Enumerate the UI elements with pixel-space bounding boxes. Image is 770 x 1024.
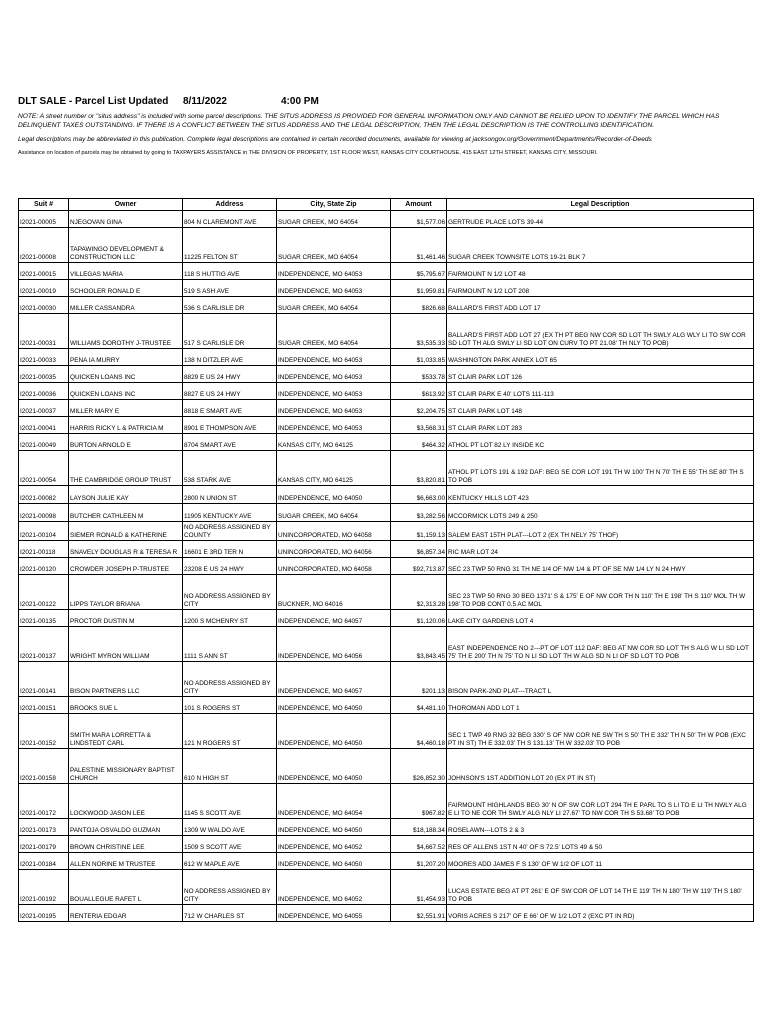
suit-cell: I2021-00151 [19,697,69,714]
suit-cell: I2021-00118 [19,541,69,558]
address-cell: 1200 S MCHENRY ST [183,610,277,627]
legal-description-cell: KENTUCKY HILLS LOT 423 [447,486,754,504]
amount-cell: $1,454.93 [391,870,447,905]
address-cell: 11225 FELTON ST [183,228,277,263]
city-cell: INDEPENDENCE, MO 64053 [277,383,391,400]
city-cell: SUGAR CREEK, MO 64054 [277,504,391,522]
list-date: 8/11/2022 [183,96,227,107]
owner-cell: ALLEN NORINE M TRUSTEE [69,853,183,870]
legal-description-cell: ATHOL PT LOT 82 LY INSIDE KC [447,434,754,451]
amount-cell: $1,959.81 [391,280,447,297]
table-row [19,280,754,297]
legal-description-note: Legal descriptions may be abbreviated in this publication. Complete legal descriptions are contained in certain recorded documents, available for viewing at jacksongov.org/Government/Departments/Recorder-of-Deeds [18,136,652,143]
legal-description-cell: RES OF ALLENS 1ST N 40' OF S 72.5' LOTS 49 & 50 [447,836,754,853]
owner-cell: NJEGOVAN GINA [69,211,183,228]
suit-cell: I2021-00035 [19,366,69,383]
table-row [19,486,754,504]
owner-cell: MILLER CASSANDRA [69,297,183,314]
amount-cell: $6,857.34 [391,541,447,558]
amount-cell: $18,188.34 [391,819,447,836]
city-cell: BUCKNER, MO 64016 [277,575,391,610]
owner-cell: WILLIAMS DOROTHY J-TRUSTEE [69,314,183,349]
address-cell: NO ADDRESS ASSIGNED BY COUNTY [183,522,277,541]
amount-cell: $3,820.81 [391,451,447,486]
legal-description-cell: ST CLAIR PARK LOT 148 [447,400,754,417]
address-cell: 8818 E SMART AVE [183,400,277,417]
table-row [19,714,754,749]
address-cell: NO ADDRESS ASSIGNED BY CITY [183,575,277,610]
city-cell: SUGAR CREEK, MO 64054 [277,211,391,228]
suit-cell: I2021-00122 [19,575,69,610]
suit-cell: I2021-00173 [19,819,69,836]
table-row [19,366,754,383]
legal-description-cell: MCCORMICK LOTS 249 & 250 [447,504,754,522]
legal-description-cell: FAIRMOUNT N 1/2 LOT 48 [447,263,754,280]
owner-cell: SNAVELY DOUGLAS R & TERESA R [69,541,183,558]
city-cell: UNINCORPORATED, MO 64058 [277,522,391,541]
address-cell: 101 S ROGERS ST [183,697,277,714]
city-cell: SUGAR CREEK, MO 64054 [277,297,391,314]
owner-cell: PANTOJA OSVALDO GUZMAN [69,819,183,836]
amount-cell: $826.68 [391,297,447,314]
address-cell: 1309 W WALDO AVE [183,819,277,836]
table-row [19,522,754,541]
amount-cell: $4,460.18 [391,714,447,749]
amount-cell: $2,313.28 [391,575,447,610]
city-cell: INDEPENDENCE, MO 64050 [277,819,391,836]
suit-cell: I2021-00120 [19,558,69,575]
amount-cell: $3,282.56 [391,504,447,522]
amount-cell: $4,667.52 [391,836,447,853]
suit-cell: I2021-00037 [19,400,69,417]
suit-cell: I2021-00036 [19,383,69,400]
owner-cell: BISON PARTNERS LLC [69,662,183,697]
legal-description-cell: FAIRMOUNT N 1/2 LOT 208 [447,280,754,297]
owner-cell: PALESTINE MISSIONARY BAPTIST CHURCH [69,749,183,784]
header-owner: Owner [69,199,183,211]
legal-description-cell: THOROMAN ADD LOT 1 [447,697,754,714]
legal-description-cell: SEC 1 TWP 49 RNG 32 BEG 330' S OF NW COR NE SW TH S 50' TH E 332' TH N 50' TH W POB (EXC PT IN ST) TH E 332.03' TH S 131.13' TH W 332.03' TO POB [447,714,754,749]
amount-cell: $92,713.87 [391,558,447,575]
owner-cell: BURTON ARNOLD E [69,434,183,451]
owner-cell: TAPAWINGO DEVELOPMENT & CONSTRUCTION LLC [69,228,183,263]
legal-description-cell: VORIS ACRES S 217' OF E 66' OF W 1/2 LOT 2 (EXC PT IN RD) [447,905,754,922]
table-row [19,870,754,905]
suit-cell: I2021-00054 [19,451,69,486]
address-cell: 1509 S SCOTT AVE [183,836,277,853]
table-row [19,434,754,451]
header-suit: Suit # [19,199,69,211]
owner-cell: LAYSON JULIE KAY [69,486,183,504]
table-header-row [19,199,754,211]
suit-cell: I2021-00098 [19,504,69,522]
address-cell: 610 N HIGH ST [183,749,277,784]
table-row [19,504,754,522]
table-row [19,383,754,400]
owner-cell: LOCKWOOD JASON LEE [69,784,183,819]
suit-cell: I2021-00152 [19,714,69,749]
table-row [19,784,754,819]
city-cell: SUGAR CREEK, MO 64054 [277,314,391,349]
legal-description-cell: FAIRMOUNT HIGHLANDS BEG 30' N OF SW COR LOT 294 TH E PARL TO S LI TO E LI TH NWLY ALG E LI TO NE COR TH SWLY ALG NLY LI 27.67' TO NW COR TH S 53.68' TO POB [447,784,754,819]
address-cell: 2800 N UNION ST [183,486,277,504]
suit-cell: I2021-00008 [19,228,69,263]
table-row [19,558,754,575]
amount-cell: $4,481.10 [391,697,447,714]
table-row [19,417,754,434]
legal-description-cell: MOORES ADD JAMES F S 130' OF W 1/2 OF LOT 11 [447,853,754,870]
notes-block [18,112,753,158]
owner-cell: SMITH MARA LORRETTA & LINDSTEDT CARL [69,714,183,749]
table-row [19,349,754,366]
legal-description-cell: ST CLAIR PARK E 40' LOTS 111-113 [447,383,754,400]
amount-cell: $26,852.30 [391,749,447,784]
suit-cell: I2021-00158 [19,749,69,784]
table-row [19,749,754,784]
city-cell: SUGAR CREEK, MO 64054 [277,228,391,263]
table-row [19,263,754,280]
address-cell: 8901 E THOMPSON AVE [183,417,277,434]
address-cell: NO ADDRESS ASSIGNED BY CITY [183,662,277,697]
table-row [19,228,754,263]
owner-cell: QUICKEN LOANS INC [69,366,183,383]
suit-cell: I2021-00015 [19,263,69,280]
suit-cell: I2021-00049 [19,434,69,451]
city-cell: INDEPENDENCE, MO 64057 [277,662,391,697]
title-row [18,96,753,110]
city-cell: INDEPENDENCE, MO 64056 [277,627,391,662]
city-cell: INDEPENDENCE, MO 64050 [277,853,391,870]
city-cell: INDEPENDENCE, MO 64053 [277,280,391,297]
amount-cell: $1,207.20 [391,853,447,870]
table-row [19,697,754,714]
amount-cell: $464.32 [391,434,447,451]
city-cell: INDEPENDENCE, MO 64050 [277,697,391,714]
suit-cell: I2021-00172 [19,784,69,819]
table-row [19,575,754,610]
amount-cell: $2,204.75 [391,400,447,417]
owner-cell: WRIGHT MYRON WILLIAM [69,627,183,662]
header-amount: Amount [391,199,447,211]
amount-cell: $1,461.46 [391,228,447,263]
address-cell: 8704 SMART AVE [183,434,277,451]
suit-cell: I2021-00195 [19,905,69,922]
address-cell: 804 N CLAREMONT AVE [183,211,277,228]
header-address: Address [183,199,277,211]
city-cell: INDEPENDENCE, MO 64052 [277,870,391,905]
owner-cell: MILLER MARY E [69,400,183,417]
suit-cell: I2021-00031 [19,314,69,349]
owner-cell: BROWN CHRISTINE LEE [69,836,183,853]
owner-cell: BROOKS SUE L [69,697,183,714]
owner-cell: SCHOOLER RONALD E [69,280,183,297]
address-cell: 121 N ROGERS ST [183,714,277,749]
list-time: 4:00 PM [281,96,319,107]
owner-cell: QUICKEN LOANS INC [69,383,183,400]
legal-description-cell: ROSELAWN---LOTS 2 & 3 [447,819,754,836]
owner-cell: RENTERIA EDGAR [69,905,183,922]
city-cell: UNINCORPORATED, MO 64058 [277,558,391,575]
amount-cell: $1,159.13 [391,522,447,541]
city-cell: INDEPENDENCE, MO 64050 [277,714,391,749]
owner-cell: THE CAMBRIDGE GROUP TRUST [69,451,183,486]
table-row [19,610,754,627]
table-row [19,297,754,314]
owner-cell: PENA IA MURRY [69,349,183,366]
city-cell: INDEPENDENCE, MO 64053 [277,349,391,366]
legal-description-cell: ST CLAIR PARK LOT 283 [447,417,754,434]
amount-cell: $201.13 [391,662,447,697]
legal-description-cell: ATHOL PT LOTS 191 & 192 DAF: BEG SE COR LOT 191 TH W 100' TH N 70' TH E 55' TH SE 80' TH S TO POB [447,451,754,486]
city-cell: INDEPENDENCE, MO 64057 [277,610,391,627]
address-cell: 8827 E US 24 HWY [183,383,277,400]
amount-cell: $5,795.67 [391,263,447,280]
address-cell: 8829 E US 24 HWY [183,366,277,383]
table-row [19,627,754,662]
address-cell: 712 W CHARLES ST [183,905,277,922]
address-cell: 138 N DITZLER AVE [183,349,277,366]
legal-description-cell: SEC 23 TWP 50 RNG 31 TH NE 1/4 OF NW 1/4 & PT OF SE NW 1/4 LY N 24 HWY [447,558,754,575]
table-row [19,314,754,349]
suit-cell: I2021-00192 [19,870,69,905]
table-row [19,451,754,486]
legal-description-cell: LAKE CITY GARDENS LOT 4 [447,610,754,627]
owner-cell: BOUALLEGUE RAFET L [69,870,183,905]
address-cell: 519 S ASH AVE [183,280,277,297]
owner-cell: VILLEGAS MARIA [69,263,183,280]
city-cell: UNINCORPORATED, MO 64056 [277,541,391,558]
suit-cell: I2021-00179 [19,836,69,853]
legal-description-cell: ST CLAIR PARK LOT 126 [447,366,754,383]
city-cell: INDEPENDENCE, MO 64054 [277,784,391,819]
legal-description-cell: RIC MAR LOT 24 [447,541,754,558]
address-cell: 1145 S SCOTT AVE [183,784,277,819]
amount-cell: $1,120.06 [391,610,447,627]
suit-cell: I2021-00104 [19,522,69,541]
suit-cell: I2021-00184 [19,853,69,870]
legal-description-cell: GERTRUDE PLACE LOTS 39-44 [447,211,754,228]
table-row [19,905,754,922]
legal-description-cell: JOHNSON'S 1ST ADDITION LOT 20 (EX PT IN ST) [447,749,754,784]
address-cell: 11905 KENTUCKY AVE [183,504,277,522]
table-row [19,541,754,558]
address-cell: 16601 E 3RD TER N [183,541,277,558]
amount-cell: $1,577.06 [391,211,447,228]
suit-cell: I2021-00019 [19,280,69,297]
owner-cell: SIEMER RONALD & KATHERINE [69,522,183,541]
legal-description-cell: SEC 23 TWP 50 RNG 30 BEG 1371' S & 175' E OF NW COR TH N 110' TH E 198' TH S 110' MOL TH W 198' TO POB CONT 0.5 AC MOL [447,575,754,610]
address-cell: 612 W MAPLE AVE [183,853,277,870]
city-cell: INDEPENDENCE, MO 64050 [277,486,391,504]
table-row [19,836,754,853]
legal-description-cell: WASHINGTON PARK ANNEX LOT 65 [447,349,754,366]
owner-cell: CROWDER JOSEPH P-TRUSTEE [69,558,183,575]
suit-cell: I2021-00141 [19,662,69,697]
suit-cell: I2021-00041 [19,417,69,434]
city-cell: KANSAS CITY, MO 64125 [277,451,391,486]
amount-cell: $3,568.31 [391,417,447,434]
legal-description-cell: BISON PARK-2ND PLAT---TRACT L [447,662,754,697]
address-cell: 23208 E US 24 HWY [183,558,277,575]
address-cell: 517 S CARLISLE DR [183,314,277,349]
owner-cell: PROCTOR DUSTIN M [69,610,183,627]
legal-description-cell: EAST INDEPENDENCE NO 2---PT OF LOT 112 DAF: BEG AT NW COR SD LOT TH S ALG W LI SD LOT 75' TH E 200' TH N 75' TO N LI SD LOT TH W ALG SD N LI OF SD LOT TO POB [447,627,754,662]
amount-cell: $2,551.91 [391,905,447,922]
owner-cell: BUTCHER CATHLEEN M [69,504,183,522]
table-row [19,662,754,697]
table-body [19,211,754,922]
owner-cell: HARRIS RICKY L & PATRICIA M [69,417,183,434]
city-cell: KANSAS CITY, MO 64125 [277,434,391,451]
address-cell: 118 S HUTTIG AVE [183,263,277,280]
parcel-list-sheet [18,96,753,920]
amount-cell: $967.82 [391,784,447,819]
table-row [19,853,754,870]
address-cell: NO ADDRESS ASSIGNED BY CITY [183,870,277,905]
suit-cell: I2021-00135 [19,610,69,627]
table-row [19,400,754,417]
table-row [19,211,754,228]
suit-cell: I2021-00005 [19,211,69,228]
amount-cell: $1,033.85 [391,349,447,366]
amount-cell: $3,535.33 [391,314,447,349]
table-row [19,819,754,836]
legal-description-cell: SUGAR CREEK TOWNSITE LOTS 19-21 BLK 7 [447,228,754,263]
owner-cell: LIPPS TAYLOR BRIANA [69,575,183,610]
address-cell: 1111 S ANN ST [183,627,277,662]
suit-cell: I2021-00082 [19,486,69,504]
legal-description-cell: SALEM EAST 15TH PLAT---LOT 2 (EX TH NELY 75' THOF) [447,522,754,541]
suit-cell: I2021-00030 [19,297,69,314]
address-cell: 538 STARK AVE [183,451,277,486]
header-legal: Legal Description [447,199,754,211]
city-cell: INDEPENDENCE, MO 64055 [277,905,391,922]
city-cell: INDEPENDENCE, MO 64053 [277,400,391,417]
legal-description-cell: BALLARD'S FIRST ADD LOT 17 [447,297,754,314]
legal-description-cell: BALLARD'S FIRST ADD LOT 27 (EX TH PT BEG NW COR SD LOT TH SWLY ALG WLY LI TO SW COR SD LOT TH ALG SWLY LI SD LOT ON CURV TO PT 21.08' TH NLY TO POB) [447,314,754,349]
city-cell: INDEPENDENCE, MO 64053 [277,263,391,280]
city-cell: INDEPENDENCE, MO 64052 [277,836,391,853]
legal-description-cell: LUCAS ESTATE BEG AT PT 261' E OF SW COR OF LOT 14 TH E 119' TH N 180' TH W 119' TH S 180' TO POB [447,870,754,905]
amount-cell: $6,663.00 [391,486,447,504]
city-cell: INDEPENDENCE, MO 64053 [277,417,391,434]
situs-address-note: NOTE: A street number or "situs address" is included with some parcel descriptions. THE SITUS ADDRESS IS PROVIDED FOR GENERAL INFORMATION ONLY AND CANNOT BE RELIED UPON TO IDENTIFY THE PARCEL WHICH HAS DELINQUENT TAXES OUTSTANDING. IF THERE IS A CONFLICT BETWEEN THE SITUS ADDRESS AND THE LEGAL DESCRIPTION, THEN THE LEGAL DESCRIPTION IS THE CONTROLLING IDENTIFICATION. [18,113,720,129]
amount-cell: $533.78 [391,366,447,383]
page-title: DLT SALE - Parcel List Updated [18,96,169,107]
assistance-note: Assistance on location of parcels may be obtained by going to TAXPAYERS ASSISTANCE in THE DIVISION OF PROPERTY, 1ST FLOOR WEST, KANSAS CITY COURTHOUSE, 415 EAST 12TH STREET, KANSAS CITY, MISSOURI. [18,150,598,156]
amount-cell: $613.92 [391,383,447,400]
suit-cell: I2021-00033 [19,349,69,366]
header-city: City, State Zip [277,199,391,211]
parcel-table [18,198,754,922]
city-cell: INDEPENDENCE, MO 64050 [277,749,391,784]
amount-cell: $3,843.45 [391,627,447,662]
address-cell: 536 S CARLISLE DR [183,297,277,314]
suit-cell: I2021-00137 [19,627,69,662]
city-cell: INDEPENDENCE, MO 64053 [277,366,391,383]
